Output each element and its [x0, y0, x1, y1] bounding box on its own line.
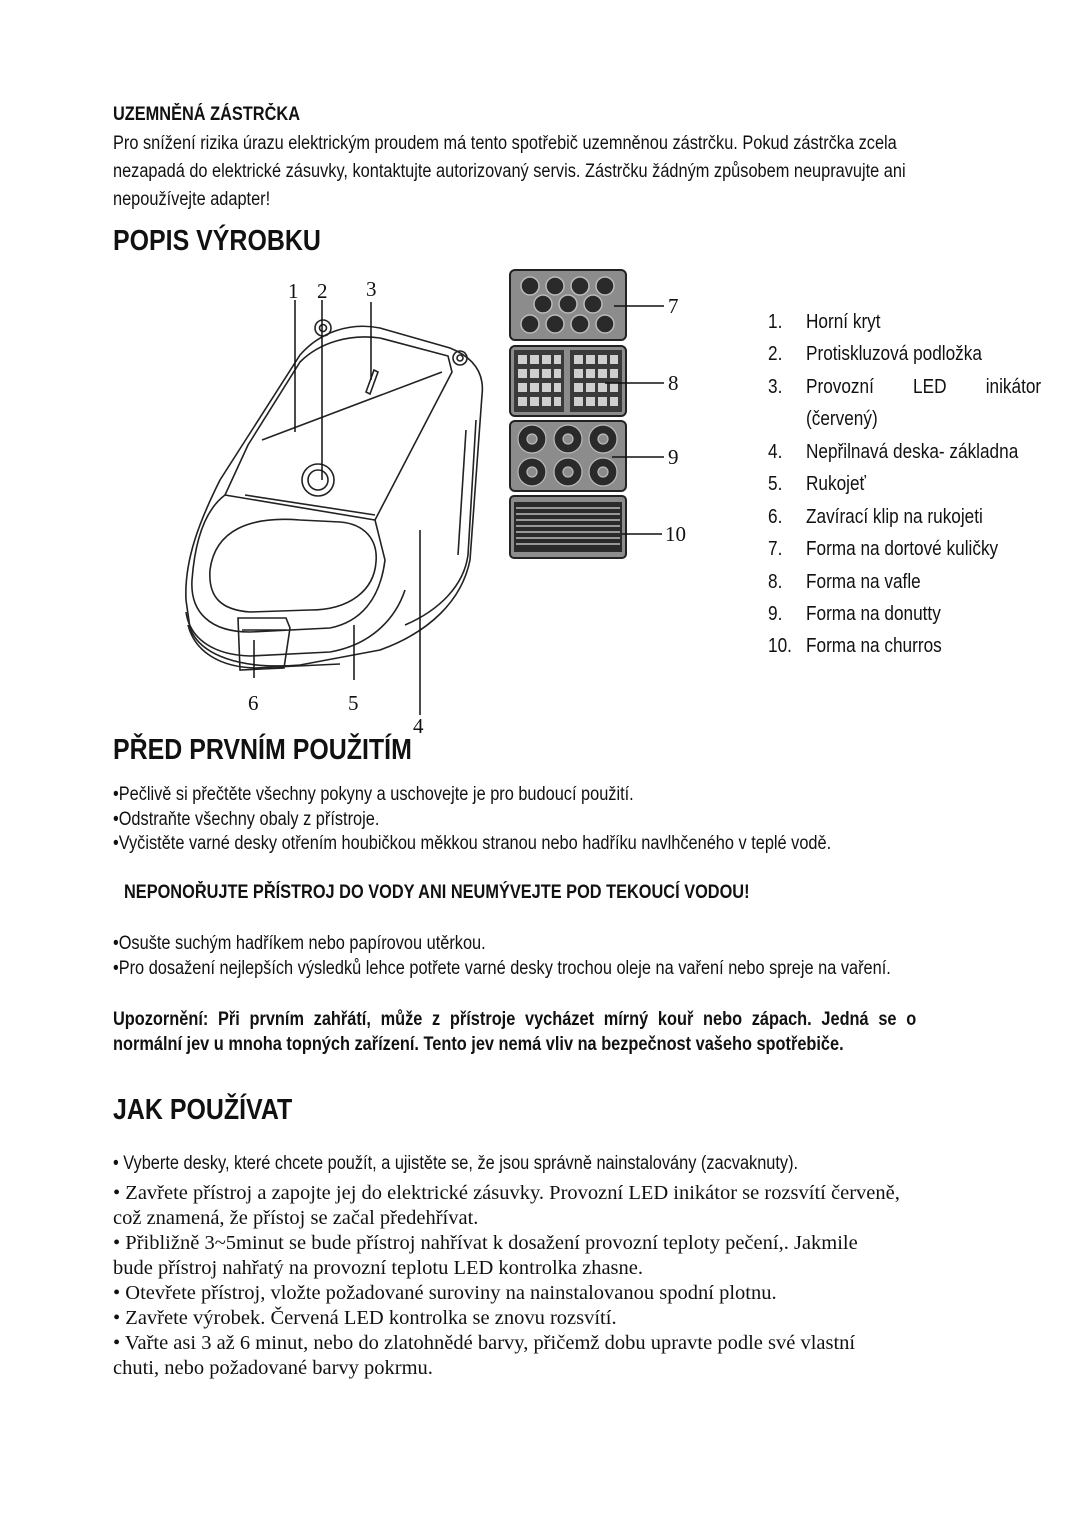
part-label: Forma na churros [806, 635, 942, 657]
part-label: Rukojeť [806, 473, 866, 495]
use-line-1: • Zavřete přístroj a zapojte jej do elektrické zásuvky. Provozní LED inikátor se rozsvítí červeně, [113, 1182, 900, 1204]
callout-3: 3 [366, 277, 377, 301]
part-label: Zavírací klip na rukojeti [806, 506, 983, 528]
part-num: 9. [768, 603, 783, 625]
how-to-use-heading: JAK POUŽÍVAT [113, 1094, 293, 1126]
grounding-line-3: nepoužívejte adapter! [113, 189, 271, 210]
use-bullet-1: • Vyberte desky, které chcete použít, a ujistěte se, že jsou správně nainstalovány (zacvaknuty). [113, 1153, 799, 1174]
grounding-heading: UZEMNĚNÁ ZÁSTRČKA [113, 104, 300, 125]
use-line-4: bude přístroj nahřatý na provozní teplotu LED kontrolka zhasne. [113, 1257, 644, 1279]
part-num: 10. [768, 635, 792, 657]
callout-10: 10 [665, 522, 686, 546]
part-label: Forma na dortové kuličky [806, 538, 999, 560]
use-line-5: • Otevřete přístroj, vložte požadované suroviny na nainstalovanou spodní plotnu. [113, 1282, 777, 1304]
use-line-7: • Vařte asi 3 až 6 minut, nebo do zlatohnědé barvy, přičemž dobu upravte podle své vlastní [113, 1332, 856, 1354]
use-line-3: • Přibližně 3~5minut se bude přístroj nahřívat k dosažení provozní teploty pečení,. Jakmile [113, 1232, 858, 1254]
callout-4: 4 [413, 714, 424, 738]
before-use-heading: PŘED PRVNÍM POUŽITÍM [113, 734, 412, 766]
before-bullet-3: •Vyčistěte varné desky otřením houbičkou měkkou stranou nebo hadříku navlhčeného v teplé vodě. [113, 833, 832, 854]
before-bullet-1: •Pečlivě si přečtěte všechny pokyny a uschovejte je pro budoucí použití. [113, 784, 634, 805]
part-num: 1. [768, 311, 783, 333]
part-label: Forma na donutty [806, 603, 941, 625]
part-label: (červený) [806, 408, 878, 430]
part-label: Horní kryt [806, 311, 881, 333]
part-num: 8. [768, 571, 783, 593]
part-num: 5. [768, 473, 783, 495]
description-heading: POPIS VÝROBKU [113, 225, 321, 257]
callout-6: 6 [248, 691, 259, 715]
use-line-2: což znamená, že přístoj se začal předehřívat. [113, 1207, 479, 1229]
callout-1: 1 [288, 279, 299, 303]
note-line-1: Upozornění: Při prvním zahřátí, může z přístroje vycházet mírný kouř nebo zápach. Jedná se o [113, 1009, 917, 1030]
water-warning: NEPONOŘUJTE PŘÍSTROJ DO VODY ANI NEUMÝVEJTE POD TEKOUCÍ VODOU! [124, 882, 750, 903]
note-line-2: normální jev u mnoha topných zařízení. Tento jev nemá vliv na bezpečnost vašeho spotřebiče. [113, 1034, 844, 1055]
callout-2: 2 [317, 279, 328, 303]
part-num: 2. [768, 343, 783, 365]
before-bullet-5: •Pro dosažení nejlepších výsledků lehce potřete varné desky trochou oleje na vaření nebo spreje na vaření. [113, 958, 891, 979]
part-num: 3. [768, 376, 783, 398]
before-bullet-4: •Osušte suchým hadříkem nebo papírovou utěrkou. [113, 933, 486, 954]
grounding-line-2: nezapadá do elektrické zásuvky, kontaktujte autorizovaný servis. Zástrčku žádným způsobem neupravujte ani [113, 161, 906, 182]
part-label: Nepřilnavá deska- základna [806, 441, 1019, 463]
part-num: 7. [768, 538, 783, 560]
callout-8: 8 [668, 371, 679, 395]
part-label: Provozní LED inikátor [806, 376, 1042, 398]
part-num: 4. [768, 441, 783, 463]
part-num: 6. [768, 506, 783, 528]
callout-7: 7 [668, 294, 679, 318]
part-label: Forma na vafle [806, 571, 921, 593]
grounding-line-1: Pro snížení rizika úrazu elektrickým proudem má tento spotřebič uzemněnou zástrčku. Pokud zástrčka zcela [113, 133, 897, 154]
part-label: Protiskluzová podložka [806, 343, 982, 365]
use-line-8: chuti, nebo požadované barvy pokrmu. [113, 1357, 433, 1379]
before-bullet-2: •Odstraňte všechny obaly z přístroje. [113, 809, 380, 830]
callout-9: 9 [668, 445, 679, 469]
callout-5: 5 [348, 691, 359, 715]
use-line-6: • Zavřete výrobek. Červená LED kontrolka se znovu rozsvítí. [113, 1307, 617, 1329]
